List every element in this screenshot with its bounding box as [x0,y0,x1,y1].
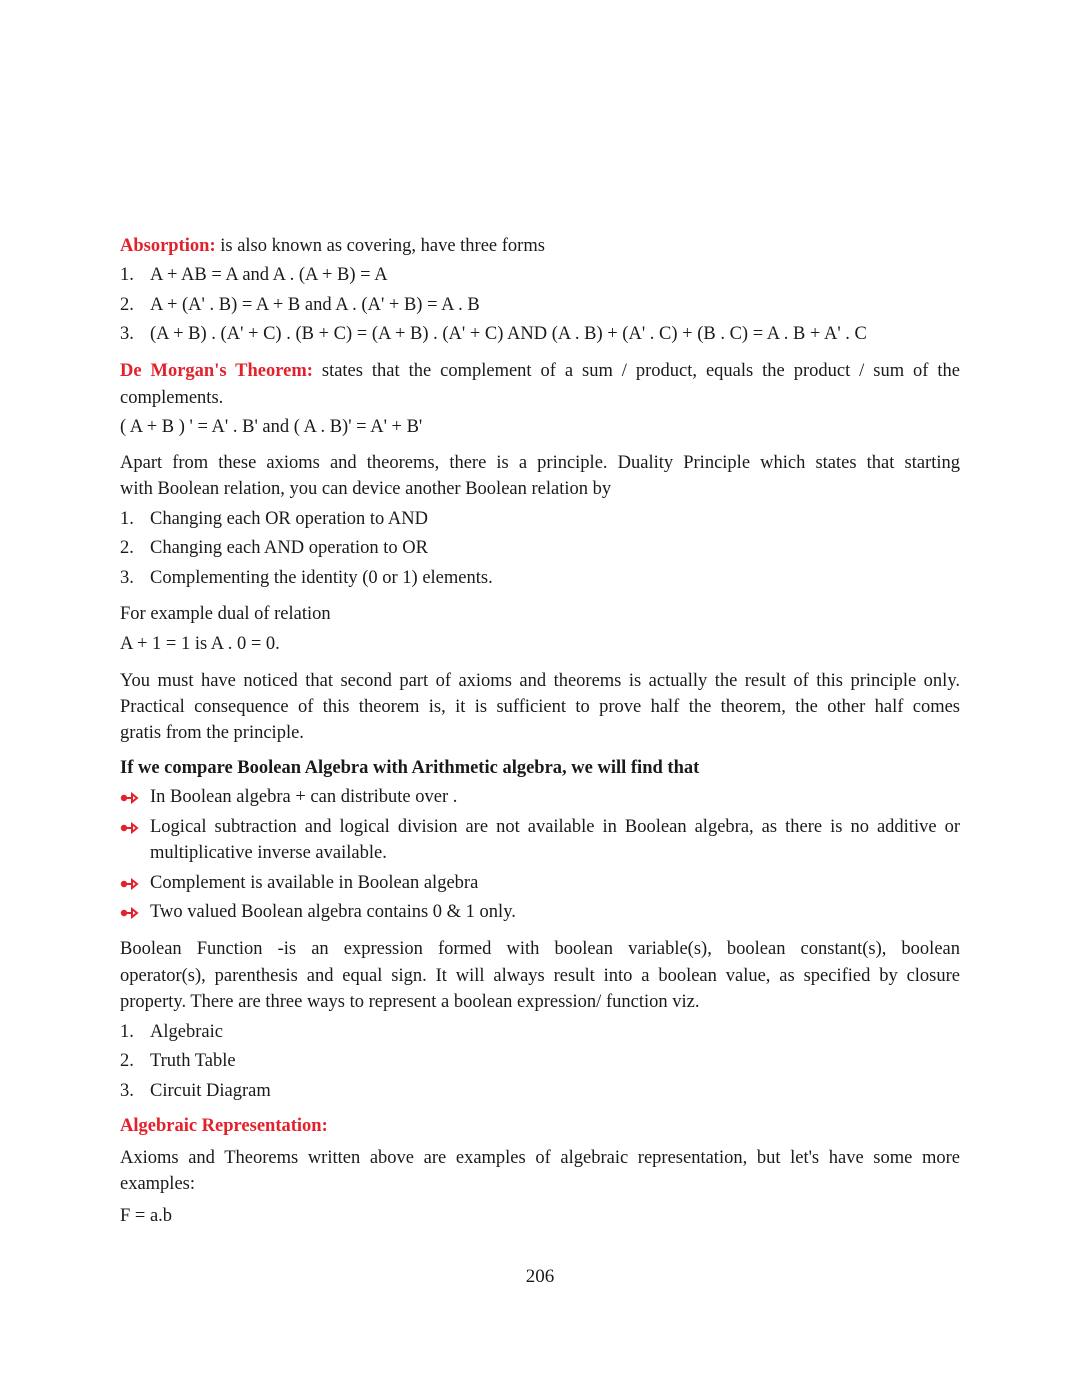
item-text: Changing each AND operation to OR [150,538,428,558]
list-item [120,1020,960,1044]
item-number: 2. [120,1051,134,1071]
arrow-bullet-icon [120,878,140,890]
item-number: 3. [120,568,134,588]
item-text: A + (A' . B) = A + B and A . (A' + B) = A . B [150,295,480,315]
paragraph-line: Boolean Function -is an expression formed with boolean variable(s), boolean constant(s), boolean [120,939,960,959]
item-text: Algebraic [150,1022,223,1042]
item-number: 1. [120,265,134,285]
item-text: Truth Table [150,1051,236,1071]
bullet-item: In Boolean algebra + can distribute over . [150,787,458,807]
bullet-item: Two valued Boolean algebra contains 0 & 1 only. [150,902,516,922]
demorgan-formula: ( A + B ) ' = A' . B' and ( A . B)' = A' + B' [120,417,423,437]
paragraph-line: Axioms and Theorems written above are examples of algebraic representation, but let's have some more [120,1148,960,1168]
absorption-label: Absorption: [120,236,216,256]
item-number: 3. [120,1081,134,1101]
item-text: Circuit Diagram [150,1081,271,1101]
paragraph-line: examples: [120,1174,196,1194]
paragraph-line: with Boolean relation, you can device another Boolean relation by [120,479,612,499]
algebraic-heading: Algebraic Representation: [120,1116,328,1136]
item-text: (A + B) . (A' + C) . (B + C) = (A + B) . (A' + C) AND (A . B) + (A' . C) + (B . C) = A . B + A' . C [150,324,867,344]
bullet-item: Logical subtraction and logical division are not available in Boolean algebra, as there is no additive or [150,817,960,837]
paragraph-line: property. There are three ways to represent a boolean expression/ function viz. [120,992,700,1012]
list-item [120,263,960,287]
list-item [120,1079,960,1103]
arrow-bullet-icon [120,822,140,834]
example-formula: A + 1 = 1 is A . 0 = 0. [120,634,280,654]
paragraph-line: Practical consequence of this theorem is, it is sufficient to prove half the theorem, the other half comes [120,697,960,717]
arrow-bullet-icon [120,907,140,919]
list-item [120,536,960,560]
list-item [120,322,960,346]
paragraph-line: You must have noticed that second part of axioms and theorems is actually the result of this principle only. [120,671,960,691]
bullet-item: Complement is available in Boolean algebra [150,873,479,893]
item-text: Complementing the identity (0 or 1) elements. [150,568,493,588]
list-item [120,293,960,317]
bullet-item-cont: multiplicative inverse available. [150,843,387,863]
item-number: 3. [120,324,134,344]
item-text: A + AB = A and A . (A + B) = A [150,265,388,285]
demorgan-heading [120,359,960,383]
page-number: 206 [525,1266,555,1287]
demorgan-text-cont: complements. [120,388,224,408]
absorption-heading [120,234,960,258]
item-text: Changing each OR operation to AND [150,509,428,529]
list-item [120,1049,960,1073]
item-number: 1. [120,1022,134,1042]
paragraph-line: gratis from the principle. [120,723,304,743]
arrow-bullet-icon [120,792,140,804]
item-number: 2. [120,295,134,315]
paragraph-line: operator(s), parenthesis and equal sign. It will always result into a boolean value, as specified by closure [120,966,960,986]
item-number: 1. [120,509,134,529]
list-item [120,566,960,590]
absorption-text: is also known as covering, have three forms [215,236,545,256]
paragraph-line: Apart from these axioms and theorems, there is a principle. Duality Principle which states that starting [120,453,960,473]
compare-heading: If we compare Boolean Algebra with Arithmetic algebra, we will find that [120,758,700,778]
example-intro: For example dual of relation [120,604,331,624]
demorgan-text: states that the complement of a sum / product, equals the product / sum of the [312,361,960,381]
list-item [120,507,960,531]
item-number: 2. [120,538,134,558]
example-formula: F = a.b [120,1206,173,1226]
demorgan-label: De Morgan's Theorem: [120,361,313,381]
